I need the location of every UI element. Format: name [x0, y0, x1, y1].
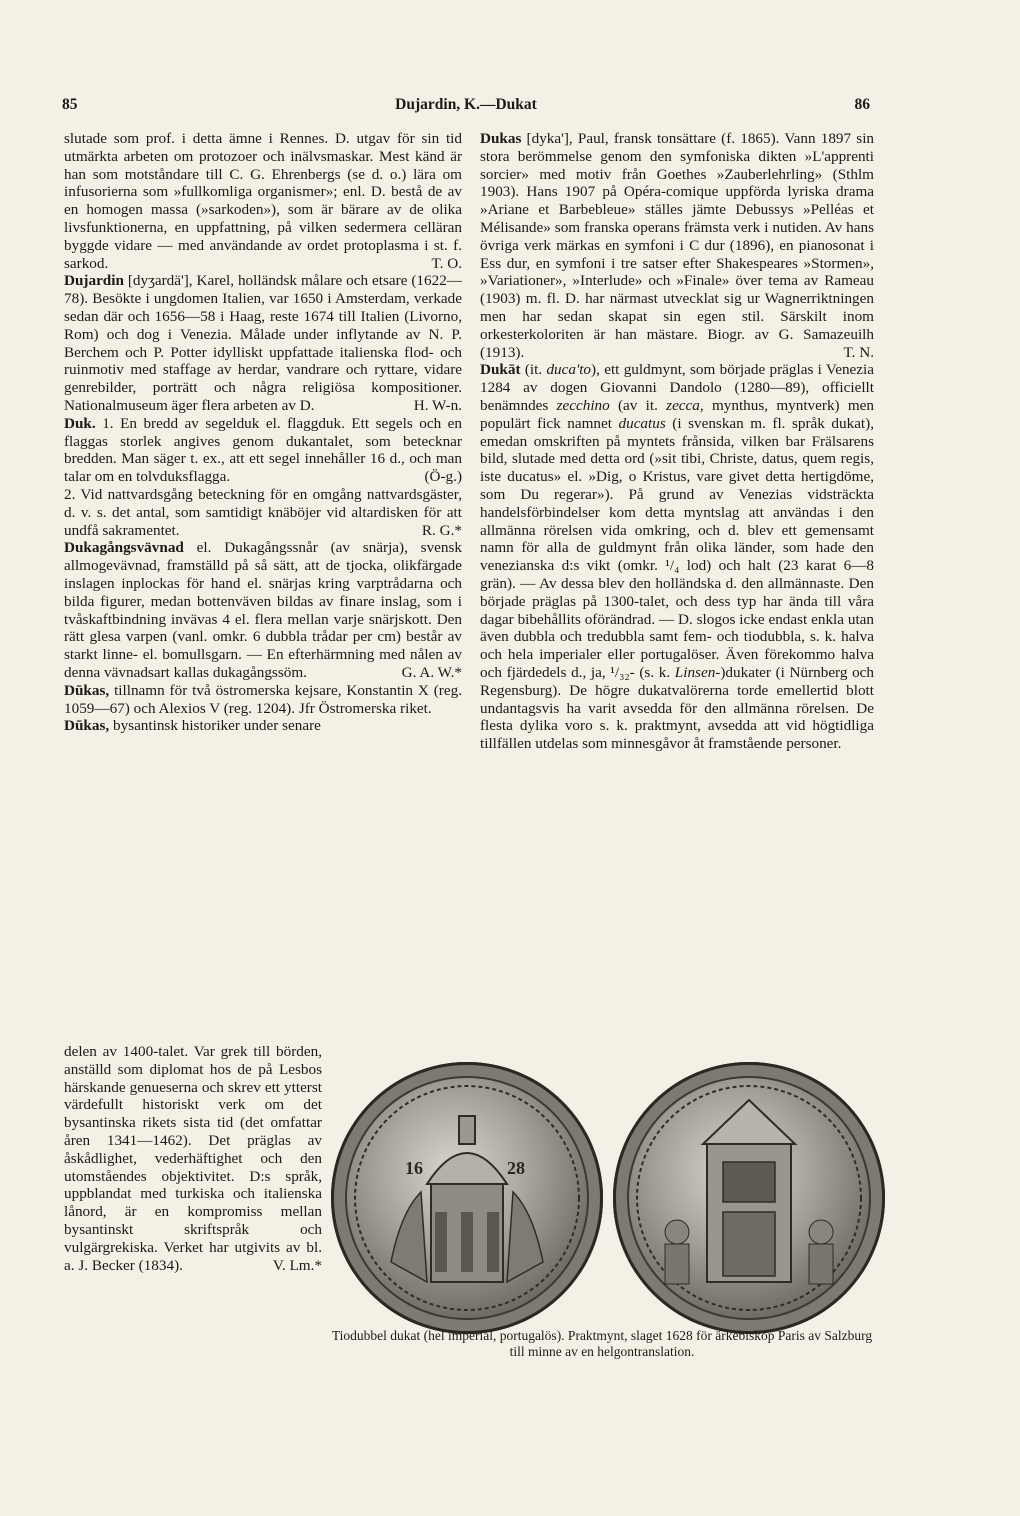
- year-left: 16: [405, 1158, 423, 1178]
- figure-caption: Tiodubbel dukat (hel imperial, portugalös). Praktmynt, slaget 1628 för ärkebiskop Paris av Salzburg till minne av en helgontranslation.: [331, 1328, 873, 1359]
- signature: R. G.*: [421, 521, 462, 539]
- entry-text: [dyka'], Paul, fransk tonsättare (f. 1865). Vann 1897 sin stora berömmelse genom den symfoniska dikten »L'apprenti sorcier» med motiv från Goethes »Zauberlehrling» (Sthlm 1903). Hans 1907 på Opéra-comique uppförda lyriska drama »Ariane et Barbebleue» ställes jämte Debussys »Pelléas et Mélisande» som franska operans främsta verk i nutiden. Av hans övriga verk märkas en symfoni i C dur (1896), en pianosonat i Ess dur, en symfoni i tre satser efter Shakespeares »Stormen», »Variationer», »Interlude» och »Finale» över tema av Rameau (1903) m. fl. D. har närmast utvecklat sig ur Wagnerriktningen men har sedan skapat sin egen stil. Särskilt inom orkesterkoloriten är han mästare. Biogr. av G. Samazeuilh (1913).: [480, 130, 875, 361]
- left-column: [64, 130, 462, 735]
- entry-dukas-composer: [480, 130, 874, 361]
- entry-text: 1. En bredd av segelduk el. flaggduk. Ett segels och en flaggas storlek angives genom dukantalet, som betecknar bredden. Man säger t. ex., att ett segel innehåller 16 d., och man talar om en tolvduksflagga.: [64, 414, 463, 486]
- entry-dukagangsvavnad: [64, 539, 462, 681]
- entry-text: mynthus, myntverk) men populärt fick namnet: [480, 396, 875, 432]
- entry-text: tillnamn för två östromerska kejsare, Konstantin X (reg. 1059—67) och Alexios V (reg. 1204). Jfr Östromerska riket.: [64, 681, 462, 717]
- entry-dujardin: [64, 272, 462, 414]
- year-right: 28: [507, 1158, 525, 1178]
- coin-obverse-image: [331, 1062, 603, 1334]
- signature: T. N.: [843, 343, 874, 361]
- entry-text: (av it.: [618, 396, 658, 414]
- coin-figure: [325, 1062, 885, 1334]
- italic-term: ducatus: [618, 414, 666, 432]
- entry-text: (i svenskan m. fl. språk dukat), emedan omskriften på myntets frånsida, vilken bar Frälsarens bild, slutade med detta ord (»sit tibi, Christe, datus, quem regis, iste ducatus» el. »Dig, o Kristus, vare givet detta hertigdöme, som Du regerar»). På grund av Venezias vidsträckta handelsförbindelser kom detta myntslag att användas i den allmänna rörelsen vida omkring, och d. blev ett gemensamt namn för alla de guldmynt från olika länder, som hade den venezianska d:s vikt (omkr. ¹/₄ lod) och halt (23 karat 6—8 grän). — Av dessa blev den holländska d. den allmännaste. Den började präglas på 1300-talet, och dess typ har ända till våra dagar bibehållits oförändrad. — D. slogos icke endast enkla utan även dubbla och tredubbla samt fem- och tiodubbla, s. k. halva och hela imperialer eller portugalöser. Även förekommo halva och fjärdedels d., ja, ¹/₃₂- (s. k.: [480, 414, 875, 681]
- italic-term: duca'to: [546, 361, 592, 379]
- italic-term: zecchino: [556, 396, 610, 414]
- headword: Dūkas,: [64, 681, 110, 699]
- entry-text: ), ett guldmynt, som började präglas i Venezia 1284 av dogen Giovanni Dandolo (1280—89), officiellt benämndes: [480, 361, 874, 414]
- entry-dukas-historian: [64, 717, 462, 735]
- entry-text: [dyʒardä'], Karel, holländsk målare och etsare (1622—78). Besökte i ungdomen Italien, var 1650 i Amsterdam, verkade sedan där och 1656—58 i Haag, reste 1674 till Italien (Livorno, Rom) och dog i Venezia. Målade under inflytande av N. P. Berchem och P. Potter idylliskt uppfattade italienska flod- och ruinmotiv med staffage av herdar, vandrare och ryttare, vidare genrebilder, porträtt och några religiösa kompositioner. Nationalmuseum äger flera arbeten av D.: [64, 272, 462, 414]
- coin-reverse-image: [613, 1062, 885, 1334]
- headword: Dukagångsvävnad: [64, 539, 184, 557]
- entry-text: slutade som prof. i detta ämne i Rennes. D. utgav för sin tid utmärkta arbeten om protozoer och inälvsmaskar. Mest känd är han som motståndare till C. G. Ehrenbergs (se d. o.) lära om infusorierna som »fullkomliga organismer»; enl. D. bestå de av en homogen massa (»sarkoden»), som är bärare av de olika livsfunktionerna, en uppfattning, på vilken sedermera celläran byggde vidare — med användande av ordet protoplasma i st. f. sarkod.: [64, 130, 462, 272]
- signature: T. O.: [431, 254, 462, 272]
- italic-term: Linsen-: [674, 663, 721, 681]
- running-title: Dujardin, K.—Dukat: [395, 96, 537, 113]
- italic-term: zecca,: [666, 396, 704, 414]
- entry-dukas-emperors: [64, 682, 462, 718]
- entry-duk: [64, 415, 462, 486]
- page-number-left: 85: [62, 96, 78, 113]
- entry-text: 2. Vid nattvardsgång beteckning för en omgång nattvardsgäster, d. v. s. det antal, som samtidigt knäböjer vid altardisken för att undfå sakramentet.: [64, 485, 462, 539]
- page-number-right: 86: [854, 96, 870, 113]
- entry-text: delen av 1400-talet. Var grek till börden, anställd som diplomat hos de på Lesbos härskande genueserna och skrev ett ytterst värdefullt historiskt verk om det bysantinska rikets sista tid (det omfattar åren 1341—1462). Det präglas av åskådlighet, vederhäftighet och den utomståendes objektivitet. D:s språk, uppblandat med turkiska och italienska lånord, är en kompromiss mellan bysantinskt skriftspråk och vulgärgrekiska. Verket har utgivits av bl. a. J. Becker (1834).: [64, 1043, 322, 1274]
- page-header: [62, 96, 870, 120]
- left-column-continuation: [64, 1043, 322, 1274]
- entry-text: bysantinsk historiker under senare: [112, 717, 321, 735]
- headword: Duk.: [64, 414, 96, 432]
- entry-continuation: [64, 130, 462, 272]
- headword: Dukāt: [480, 361, 521, 379]
- entry-continuation: [64, 1043, 322, 1274]
- right-column: [480, 130, 874, 753]
- entry-text: )dukater (i Nürnberg och Regensburg). De högre dukatvalörerna torde emellertid blott undantagsvis ha varit avsedda för den allmänna rörelsen. De flesta dylika voro s. k. praktmynt, avsedda att vid högtidliga tillfällen utdelas som minnesgåvor åt framstående personer.: [480, 663, 874, 753]
- cathedral-illustration: [331, 1062, 603, 1334]
- entry-duk-2: [64, 486, 462, 539]
- signature: (Ö-g.): [424, 468, 462, 486]
- headword: Dukas: [480, 130, 522, 147]
- entry-dukat: [480, 361, 874, 753]
- headword: Dūkas,: [64, 717, 110, 735]
- entry-text: (it.: [524, 361, 543, 379]
- signature: V. Lm.*: [272, 1256, 322, 1274]
- signature: H. W-n.: [413, 396, 462, 414]
- headword: Dujardin: [64, 272, 124, 290]
- entry-text: el. Dukagångssnår (av snärja), svensk allmogevävnad, framställd på så sätt, att de tjocka, olikfärgade inslagen inplockas för hand el. snärjas kring varptrådarna och bilda figurer, medan bottenväven bildas av finare inslag, som i tvåskaftbindning invävas 4 el. flera mellan varje snärjskott. Den rätt glesa varpen (vanl. omkr. 6 dubbla trådar per cm) består av starkt linne- el. bomullsgarn. — En efterhärmning med nålen av denna vävnadsart kallas dukagångssöm.: [64, 539, 462, 681]
- signature: G. A. W.*: [401, 663, 462, 681]
- shrine-illustration: [613, 1062, 885, 1334]
